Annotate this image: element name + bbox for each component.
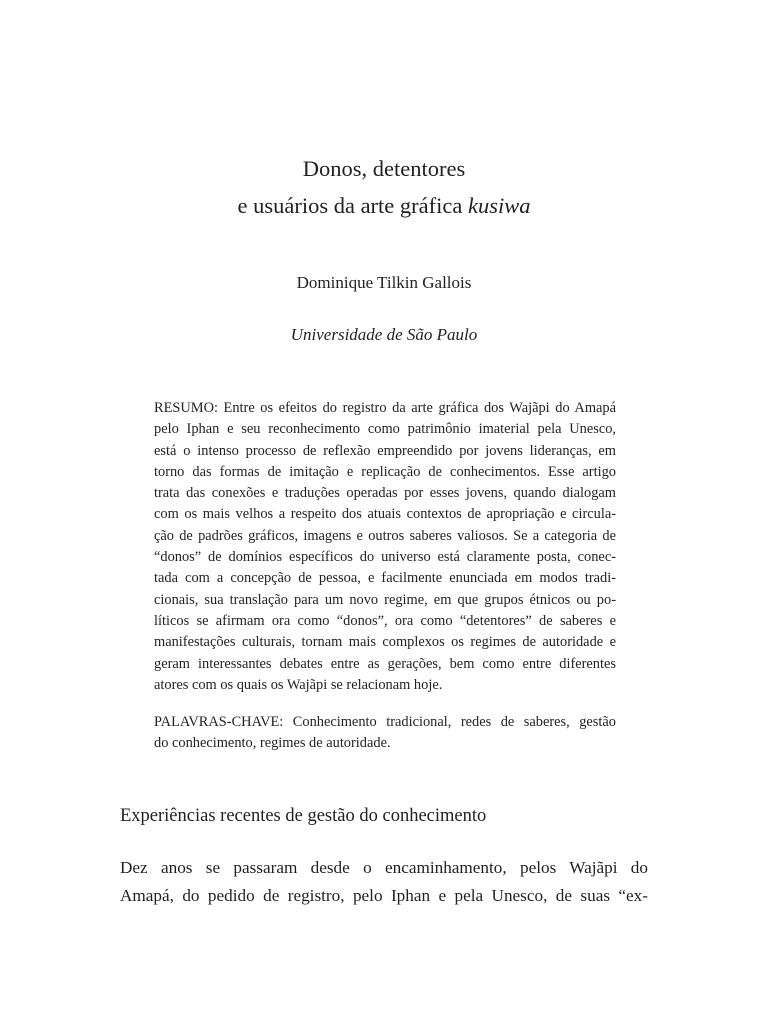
body-paragraph (120, 854, 648, 910)
abstract-line: torno das formas de imitação e replicação de conhecimentos. Esse artigo (154, 463, 616, 480)
abstract-line: trata das conexões e traduções operadas por esses jovens, quando dialogam (154, 485, 616, 502)
abstract-line: cionais, sua translação para um novo regime, em que grupos étnicos ou po- (154, 591, 616, 608)
body-line: Dez anos se passaram desde o encaminhamento, pelos Wajãpi do (120, 858, 648, 877)
abstract-line: líticos se afirmam ora como “donos”, ora como “detentores” de saberes e (154, 612, 616, 629)
article-title (0, 150, 768, 224)
abstract-line: ção de padrões gráficos, imagens e outros saberes valiosos. Se a categoria de (154, 527, 616, 544)
title-line-1: Donos, detentores (302, 156, 466, 181)
body-line: Amapá, do pedido de registro, pelo Iphan e pela Unesco, de suas “ex- (120, 886, 648, 905)
abstract-line: tada com a concepção de pessoa, e facilmente enunciada em modos tradi- (154, 570, 616, 587)
author-name: Dominique Tilkin Gallois (296, 273, 472, 292)
title-italic-term: kusiwa (468, 193, 531, 218)
keywords-line: do conhecimento, regimes de autoridade. (154, 735, 391, 752)
keywords-line: PALAVRAS-CHAVE: Conhecimento tradicional, redes de saberes, gestão (154, 714, 616, 730)
abstract-line: pelo Iphan e seu reconhecimento como patrimônio imaterial pela Unesco, (154, 421, 616, 438)
abstract-line: atores com os quais os Wajãpi se relacionam hoje. (154, 676, 443, 693)
abstract (154, 398, 616, 696)
title-line-2 (0, 187, 768, 224)
abstract-line: manifestações culturais, tornam mais complexos os regimes de autoridade e (154, 634, 616, 651)
abstract-line: RESUMO: Entre os efeitos do registro da arte gráfica dos Wajãpi do Amapá (154, 400, 616, 416)
abstract-line: com os mais velhos a respeito dos atuais contextos de apropriação e circula- (154, 506, 616, 523)
abstract-line: geram interessantes debates entre as gerações, bem como entre diferentes (154, 655, 616, 672)
abstract-line: “donos” de domínios específicos do universo está claramente posta, conec- (154, 549, 616, 566)
keywords (154, 712, 616, 755)
section-heading: Experiências recentes de gestão do conhecimento (120, 806, 487, 826)
abstract-line: está o intenso processo de reflexão empreendido por jovens lideranças, em (154, 442, 616, 459)
author-affiliation: Universidade de São Paulo (290, 325, 478, 344)
title-line-2-text: e usuários da arte gráfica (237, 193, 468, 218)
